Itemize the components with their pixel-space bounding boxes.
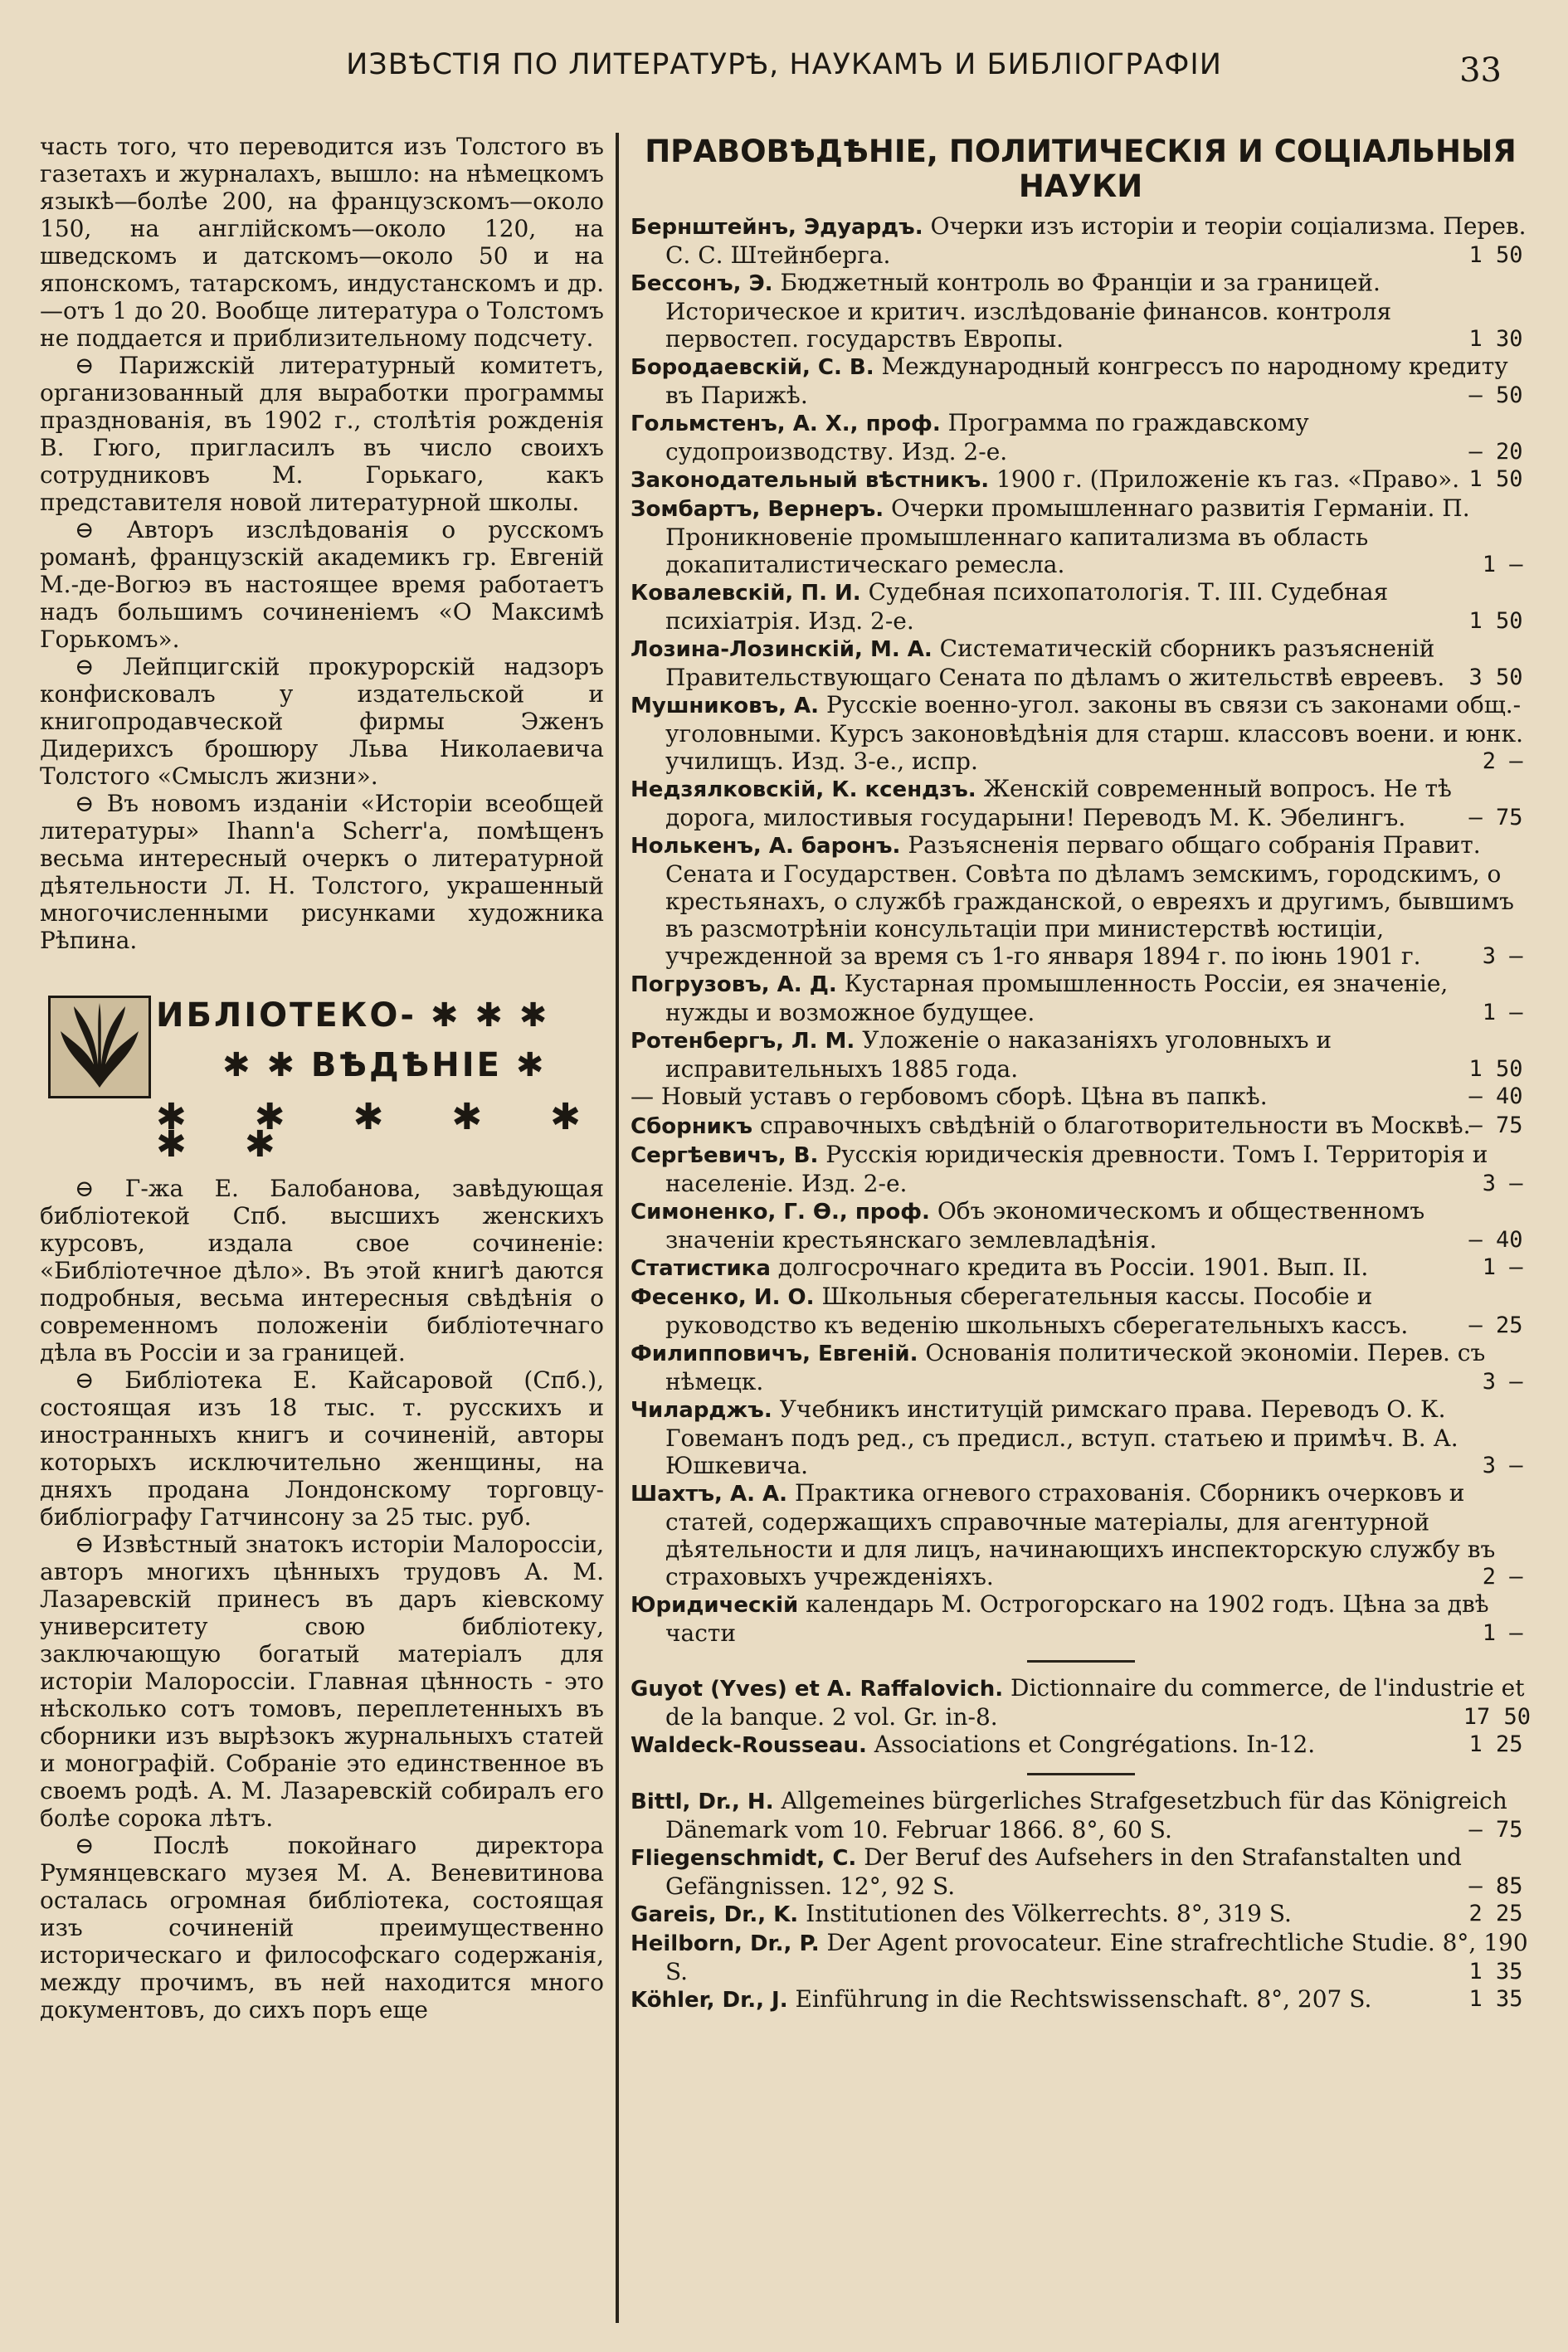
entry-price: 3 —	[1482, 1171, 1523, 1196]
entry-author: Köhler, Dr., J.	[631, 1988, 788, 2013]
entry-title: Разъясненія перваго общаго собранія Правит. Сената и Государствен. Совѣта по дѣламъ земскимъ, городскимъ, о крестьянахъ, о службѣ гражданской, о евреяхъ и другимъ, бывшимъ въ разсмотрѣніи консультаціи при министерствѣ юстиціи, учрежденной за время съ 1-го января 1894 г. по іюнь 1901 г.	[665, 831, 1514, 970]
entry-price: 2 —	[1482, 748, 1523, 774]
entry-title: Der Beruf des Aufsehers in den Strafanstalten und Gefängnissen. 12°, 92 S.	[665, 1843, 1462, 1900]
entry-author: Погрузовъ, А. Д.	[631, 972, 837, 997]
entry-author: Бессонъ, Э.	[631, 271, 773, 296]
bibliography-entry	[631, 494, 1531, 578]
entry-author: Guyot (Yves) et A. Raffalovich.	[631, 1677, 1004, 1702]
entry-title: Объ экономическомъ и общественномъ значеніи крестьянскаго землевладѣнія.	[665, 1197, 1425, 1254]
paragraph-balobanova: ⊖ Г-жа Е. Балобанова, завѣдующая библіотекой Спб. высшихъ женскихъ курсовъ, издала свое сочиненіе: «Библіотечное дѣло». Въ этой книгѣ даются подробныя, весьма интересныя свѣдѣнія о современномъ положеніи библіотечнаго дѣла въ Россіи и за границей.	[40, 1175, 604, 1366]
entry-title: Программа по граждавскому судопроизводству. Изд. 2-е.	[665, 409, 1309, 465]
bibliography-entry	[631, 1674, 1531, 1731]
entry-title: Очерки изъ исторіи и теоріи соціализма. Перев. С. С. Штейнберга.	[665, 212, 1527, 269]
entry-title: Русскія юридическія древности. Томъ I. Территорія и населеніе. Изд. 2-е.	[665, 1141, 1488, 1197]
entry-price: 1 50	[1468, 466, 1523, 492]
entry-title: Institutionen des Völkerrechts. 8°, 319 S.	[806, 1900, 1292, 1927]
entry-author: Мушниковъ, А.	[631, 694, 820, 718]
entry-author: Bittl, Dr., H.	[631, 1790, 774, 1814]
bibliography-entry	[631, 1141, 1531, 1197]
bibliography-entry	[631, 1731, 1531, 1760]
running-header: ИЗВѢСТІЯ ПО ЛИТЕРАТУРѢ, НАУКАМЪ И БИБЛІОГРАФІИ	[346, 48, 1222, 81]
banner-line-2: ✱ ✱ ВѢДѢНІЕ ✱	[222, 1046, 547, 1084]
entry-author: Фесенко, И. О.	[631, 1285, 815, 1310]
entry-author: Гольмстенъ, А. Х., проф.	[631, 411, 941, 436]
entry-author: Сергѣевичъ, В.	[631, 1143, 819, 1168]
bibliography-entry	[631, 1590, 1531, 1647]
entry-author: Зомбартъ, Вернеръ.	[631, 497, 884, 522]
bibliography-entry	[631, 1112, 1531, 1141]
entry-price: — 85	[1468, 1873, 1523, 1899]
entry-price: 1 35	[1468, 1959, 1523, 1984]
bibliography-entry	[631, 578, 1531, 635]
banner-line-1: ИБЛІОТЕКО- ✱ ✱ ✱	[156, 996, 550, 1035]
column-divider	[616, 133, 619, 2323]
entry-price: 2 —	[1482, 1564, 1523, 1590]
entry-price: 1 50	[1468, 242, 1523, 268]
library-science-banner	[40, 996, 604, 1166]
entry-price: 3 50	[1468, 665, 1523, 690]
paragraph-tolstoy-translations: часть того, что переводится изъ Толстого въ газетахъ и журналахъ, вышло: на нѣмецкомъ языкѣ—болѣе 200, на французскомъ—около 150, на англійскомъ—около 120, на шведскомъ и датскомъ—около 50 и на японскомъ, татарскомъ, индустанскомъ и др.—отъ 1 до 20. Вообще литература о Толстомъ не поддается и приблизительному подсчету.	[40, 133, 604, 352]
bibliography-entry	[631, 1787, 1531, 1843]
paragraph-vogue: ⊖ Авторъ изслѣдованія о русскомъ романѣ, французскій академикъ гр. Евгеній М.-де-Вогюэ въ настоящее время работаетъ надъ большимъ сочиненіемъ «О Максимѣ Горькомъ».	[40, 516, 604, 653]
entry-title: Allgemeines bürgerliches Strafgesetzbuch für das Königreich Dänemark vom 10. Februar 1866. 8°, 60 S.	[665, 1787, 1507, 1843]
entry-title: Очерки промышленнаго развитія Германіи. П. Проникновеніе промышленнаго капитализма въ область докапиталистическаго ремесла.	[665, 494, 1470, 578]
entry-title: Бюджетный контроль во Франціи и за границей. Историческое и критич. изслѣдованіе финансов. контроля первостеп. государствъ Европы.	[665, 269, 1392, 353]
paragraph-hugo-committee: ⊖ Парижскій литературный комитетъ, организованный для выработки программы празднованія, въ 1902 г., столѣтія рожденія В. Гюго, пригласилъ въ число своихъ сотрудниковъ М. Горькаго, какъ представителя новой литературной школы.	[40, 352, 604, 516]
entry-title: Учебникъ институцій римскаго права. Переводъ О. К. Говеманъ подъ ред., съ предисл., вступ. статьею и примѣч. В. А. Юшкевича.	[665, 1395, 1458, 1479]
bibliography-entry	[631, 212, 1531, 269]
entry-author: Чиларджъ.	[631, 1398, 772, 1423]
paragraph-leipzig: ⊖ Лейпцигскій прокурорскій надзоръ конфисковалъ у издательской и книгопродавческой фирмы Эженъ Дидерихсъ брошюру Льва Николаевича Толстого «Смыслъ жизни».	[40, 653, 604, 790]
entry-author: Бородаевскій, С. В.	[631, 355, 874, 380]
section-title-law: ПРАВОВѢДѢНІЕ, ПОЛИТИЧЕСКІЯ И СОЦІАЛЬНЫЯ НАУКИ	[645, 134, 1517, 204]
paragraph-scherr: ⊖ Въ новомъ изданіи «Исторіи всеобщей литературы» Іhann'a Scherr'a, помѣщенъ весьма интересный очеркъ о литературной дѣятельности Л. Н. Толстого, украшенный многочисленными рисунками художника Рѣпина.	[40, 790, 604, 954]
entry-author: Сборникъ	[631, 1114, 753, 1139]
entry-title: 1900 г. (Приложеніе къ газ. «Право».	[996, 465, 1460, 493]
entry-title: Уложеніе о наказаніяхъ уголовныхъ и исправительныхъ 1885 года.	[665, 1026, 1332, 1083]
entry-title: — Новый уставъ о гербовомъ сборѣ. Цѣна въ папкѣ.	[631, 1083, 1268, 1110]
paragraph-kaisarova: ⊖ Библіотека Е. Кайсаровой (Спб.), состоящая изъ 18 тыс. т. русскихъ и иностранныхъ книгъ и сочиненій, авторы которыхъ исключительно женщины, на дняхъ продана Лондонскому торговцу-библіографу Гатчинсону за 25 тыс. руб.	[40, 1366, 604, 1531]
entry-price: 1 —	[1482, 1000, 1523, 1025]
entry-title: календарь М. Острогорскаго на 1902 годъ. Цѣна за двѣ части	[665, 1590, 1489, 1647]
bibliography-entry	[631, 831, 1531, 970]
paragraph-lazarevsky: ⊖ Извѣстный знатокъ исторіи Малороссіи, авторъ многихъ цѣнныхъ трудовъ А. М. Лазаревскій принесъ въ даръ кіевскому университету свою библіотеку, заключающую богатый матеріалъ для исторіи Малороссіи. Главная цѣнность - это нѣсколько сотъ томовъ, переплетенныхъ въ сборники изъ вырѣзокъ журнальныхъ статей и монографій. Собраніе это единственное въ своемъ родѣ. А. М. Лазаревскій собиралъ его болѣе сорока лѣтъ.	[40, 1531, 604, 1832]
entry-price: — 75	[1468, 1113, 1523, 1138]
bibliography-entry	[631, 1395, 1531, 1479]
entry-title: Einführung in die Rechtswissenschaft. 8°, 207 S.	[795, 1985, 1372, 2013]
entry-author: Ротенбергъ, Л. М.	[631, 1029, 855, 1054]
entry-price: — 75	[1468, 1817, 1523, 1843]
page-number: 33	[1459, 51, 1502, 90]
bibliography-entry	[631, 409, 1531, 465]
entry-author: Waldeck-Rousseau.	[631, 1733, 867, 1758]
entry-title: Кустарная промышленность Россіи, ея значеніе, нужды и возможное будущее.	[665, 970, 1449, 1026]
entry-price: — 75	[1468, 805, 1523, 830]
bibliography-entry	[631, 970, 1531, 1026]
entry-price: — 25	[1468, 1312, 1523, 1338]
bibliography-entry	[631, 1929, 1531, 1985]
entry-author: Недзялковскій, К. ксендзъ.	[631, 777, 976, 802]
bibliography-entry	[631, 1985, 1531, 2014]
entry-title: Международный конгрессъ по народному кредиту въ Парижѣ.	[665, 353, 1508, 409]
entry-author: Бернштейнъ, Эдуардъ.	[631, 215, 923, 240]
entry-price: 1 50	[1468, 608, 1523, 634]
entry-author: Юридическій	[631, 1593, 799, 1618]
entry-price: — 40	[1468, 1227, 1523, 1253]
entry-price: — 40	[1468, 1083, 1523, 1109]
entry-title: Женскій современный вопросъ. Не тѣ дорога, милостивыя государыни! Переводъ М. К. Эбелингъ.	[665, 775, 1452, 831]
entry-price: 3 —	[1482, 1453, 1523, 1478]
entry-title: Судебная психопатологія. Т. III. Судебная психіатрія. Изд. 2-е.	[665, 578, 1389, 635]
entry-price: 3 —	[1482, 943, 1523, 969]
bibliography-entry	[631, 1083, 1531, 1112]
bibliography-entry	[631, 269, 1531, 353]
bibliography-entry	[631, 1339, 1531, 1395]
bibliography-entry	[631, 1479, 1531, 1590]
entry-title: справочныхъ свѣдѣній о благотворительности въ Москвѣ.	[759, 1112, 1471, 1139]
paragraph-venevitinov: ⊖ Послѣ покойнаго директора Румянцевскаго музея М. А. Веневитинова осталась огромная библіотека, состоящая изъ сочиненій преимущественно историческаго и философскаго содержанія, между прочимъ, въ ней находится много документовъ, до сихъ поръ еще	[40, 1832, 604, 2023]
bibliography-entry	[631, 635, 1531, 691]
entry-title: Практика огневого страхованія. Сборникъ очерковъ и статей, содержащихъ справочные матеріалы, для агентурной дѣятельности и для лицъ, начинающихъ инспекторскую службу въ страховыхъ учрежденіяхъ.	[665, 1479, 1496, 1590]
entry-price: 1 35	[1468, 1986, 1523, 2012]
entry-author: Heilborn, Dr., P.	[631, 1931, 820, 1956]
entry-author: Симоненко, Г. Ѳ., проф.	[631, 1200, 930, 1225]
french-bibliography-list	[631, 1674, 1531, 1760]
entry-price: — 50	[1468, 382, 1523, 408]
entry-price: 17 50	[1463, 1704, 1531, 1730]
bibliography-entry	[631, 1254, 1531, 1283]
entry-title: Основанія политической экономіи. Перев. съ нѣмецк.	[665, 1339, 1486, 1395]
entry-price: 1 —	[1482, 552, 1523, 577]
entry-author: Законодательный вѣстникъ.	[631, 468, 990, 493]
ornamental-initial-b-icon	[48, 996, 151, 1098]
bibliography-entry	[631, 465, 1531, 494]
entry-price: — 20	[1468, 439, 1523, 465]
bibliography-entry	[631, 1900, 1531, 1929]
divider-rule	[1027, 1660, 1135, 1663]
entry-title: Der Agent provocateur. Eine strafrechtliche Studie. 8°, 190 S.	[665, 1929, 1528, 1985]
bibliography-entry	[631, 1843, 1531, 1900]
right-column	[631, 133, 1531, 2014]
entry-author: Нолькенъ, А. баронъ.	[631, 834, 901, 859]
entry-title: Dictionnaire du commerce, de l'industrie et de la banque. 2 vol. Gr. in-8.	[665, 1674, 1525, 1731]
entry-author: Филипповичъ, Евгеній.	[631, 1342, 918, 1366]
banner-line-3: ✱ ✱ ✱ ✱ ✱ ✱ ✱	[156, 1096, 604, 1166]
entry-author: Статистика	[631, 1256, 771, 1281]
entry-author: Лозина-Лозинскій, М. А.	[631, 637, 933, 662]
left-column	[40, 133, 604, 2023]
entry-price: 2 25	[1468, 1901, 1523, 1926]
bibliography-entry	[631, 775, 1531, 831]
entry-price: 1 —	[1482, 1620, 1523, 1646]
entry-author: Fliegenschmidt, C.	[631, 1846, 857, 1871]
bibliography-entry	[631, 1283, 1531, 1339]
entry-price: 1 25	[1468, 1731, 1523, 1757]
entry-title: Associations et Congrégations. In-12.	[874, 1731, 1316, 1758]
entry-title: Школьныя сберегательныя кассы. Пособіе и руководство къ веденію школьныхъ сберегательныхъ кассъ.	[665, 1283, 1409, 1339]
entry-author: Ковалевскій, П. И.	[631, 581, 861, 606]
entry-price: 1 —	[1482, 1254, 1523, 1280]
bibliography-entry	[631, 353, 1531, 409]
entry-author: Gareis, Dr., K.	[631, 1902, 799, 1927]
divider-rule	[1027, 1773, 1135, 1775]
german-bibliography-list	[631, 1787, 1531, 2014]
entry-author: Шахтъ, А. А.	[631, 1482, 788, 1507]
bibliography-entry	[631, 691, 1531, 775]
entry-price: 1 50	[1468, 1056, 1523, 1082]
entry-title: Систематическій сборникъ разъясненій Правительствующаго Сената по дѣламъ о жительствѣ евреевъ.	[665, 635, 1445, 691]
entry-price: 1 30	[1468, 326, 1523, 352]
russian-bibliography-list	[631, 212, 1531, 1647]
entry-title: долгосрочнаго кредита въ Россіи. 1901. Вып. II.	[777, 1254, 1369, 1281]
bibliography-entry	[631, 1197, 1531, 1254]
entry-price: 3 —	[1482, 1369, 1523, 1395]
bibliography-entry	[631, 1026, 1531, 1083]
entry-title: Русскіе военно-угол. законы въ связи съ законами общ.-уголовными. Курсъ законовѣдѣнія для старш. классовъ воени. и юнк. училищъ. Изд. 3-е., испр.	[665, 691, 1524, 775]
